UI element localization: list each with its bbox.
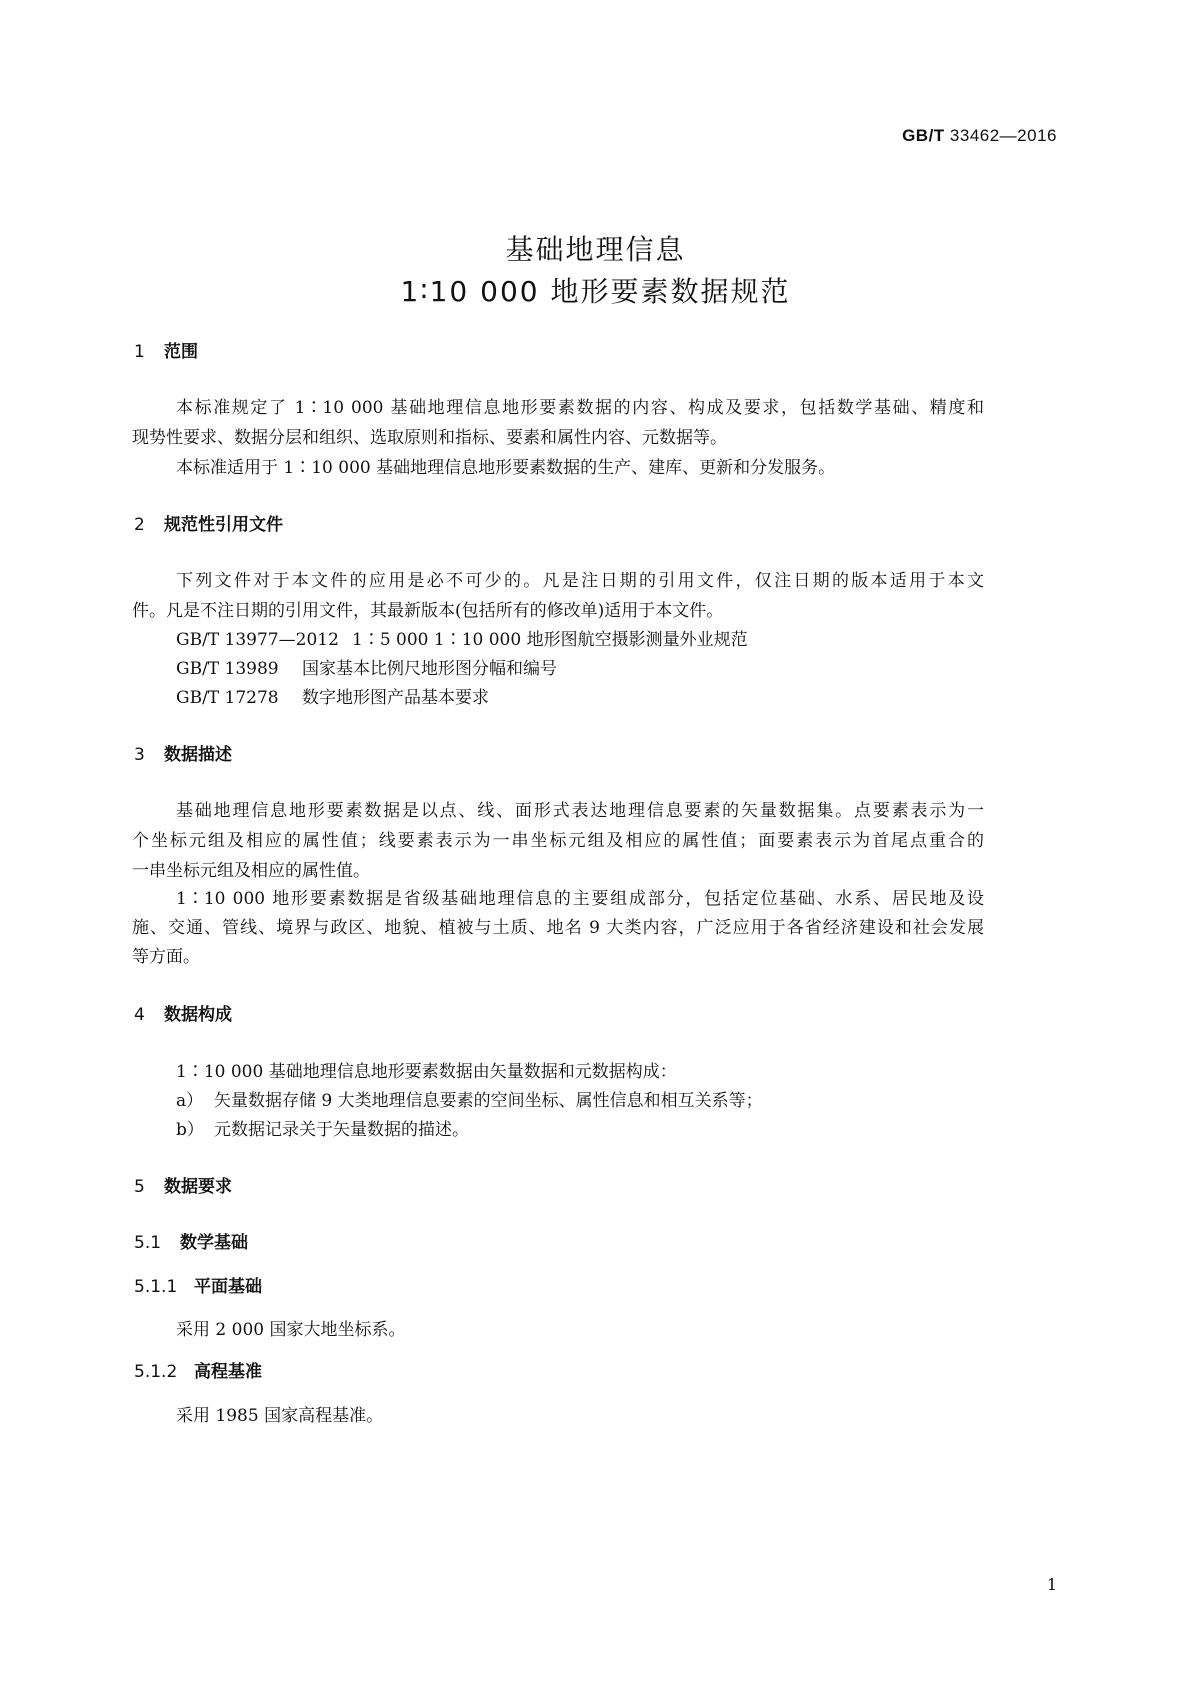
section-5-1-heading bbox=[134, 1228, 248, 1253]
paragraph-line: 下列文件对于本文件的应用是必不可少的。凡是注日期的引用文件，仅注日期的版本适用于本文 bbox=[176, 571, 984, 591]
standard-code-number: 33462—2016 bbox=[949, 126, 1057, 145]
section-5-1-1-heading bbox=[134, 1272, 262, 1297]
section-3-heading bbox=[134, 740, 232, 765]
list-text: 矢量数据存储 9 大类地理信息要素的空间坐标、属性信息和相互关系等； bbox=[214, 1091, 763, 1111]
paragraph-line: 个坐标元组及相应的属性值；线要素表示为一串坐标元组及相应的属性值；面要素表示为首尾点重合的 bbox=[132, 831, 984, 851]
paragraph-line: 本标准适用于 1∶10 000 基础地理信息地形要素数据的生产、建库、更新和分发服务。 bbox=[176, 458, 836, 478]
document-title-line1: 基础地理信息 bbox=[505, 233, 686, 266]
section-title: 数据描述 bbox=[164, 745, 232, 765]
section-4-heading bbox=[134, 1000, 232, 1025]
section-5-heading bbox=[134, 1172, 232, 1197]
paragraph-line: 施、交通、管线、境界与政区、地貌、植被与土质、地名 9 大类内容，广泛应用于各省经济建设和社会发展 bbox=[132, 918, 984, 938]
section-2-heading bbox=[134, 510, 283, 535]
reference-item bbox=[176, 625, 748, 650]
section-title: 数据构成 bbox=[164, 1005, 232, 1025]
paragraph-line: 采用 2 000 国家大地坐标系。 bbox=[176, 1320, 406, 1340]
section-1-heading bbox=[134, 337, 198, 362]
section-number: 5.1 bbox=[134, 1233, 162, 1253]
list-text: 元数据记录关于矢量数据的描述。 bbox=[214, 1120, 469, 1140]
section-number: 3 bbox=[134, 745, 145, 765]
section-title: 数据要求 bbox=[164, 1177, 232, 1197]
section-number: 4 bbox=[134, 1005, 145, 1025]
list-item bbox=[176, 1086, 763, 1111]
section-number: 5.1.1 bbox=[134, 1277, 178, 1297]
paragraph-line: 本标准规定了 1∶10 000 基础地理信息地形要素数据的内容、构成及要求，包括数学基础、精度和 bbox=[176, 398, 984, 418]
section-5-1-2-heading bbox=[134, 1357, 262, 1382]
reference-title: 1∶5 000 1∶10 000 地形图航空摄影测量外业规范 bbox=[352, 630, 748, 650]
reference-title: 国家基本比例尺地形图分幅和编号 bbox=[302, 659, 557, 679]
standard-code-prefix: GB/T bbox=[902, 126, 945, 145]
list-item bbox=[176, 1115, 469, 1140]
section-title: 高程基准 bbox=[194, 1362, 262, 1382]
reference-code: GB/T 17278 bbox=[176, 688, 279, 708]
paragraph-line: 现势性要求、数据分层和组织、选取原则和指标、要素和属性内容、元数据等。 bbox=[132, 428, 727, 448]
paragraph-line: 采用 1985 国家高程基准。 bbox=[176, 1406, 384, 1426]
section-title: 数学基础 bbox=[180, 1233, 248, 1253]
reference-code: GB/T 13989 bbox=[176, 659, 279, 679]
section-title: 规范性引用文件 bbox=[164, 515, 283, 535]
section-title: 范围 bbox=[164, 342, 198, 362]
section-title: 平面基础 bbox=[194, 1277, 262, 1297]
list-marker: a） bbox=[176, 1091, 204, 1111]
list-marker: b） bbox=[176, 1120, 204, 1140]
page-number: 1 bbox=[1046, 1575, 1057, 1594]
paragraph-line: 一串坐标元组及相应的属性值。 bbox=[132, 861, 370, 881]
paragraph-line: 件。凡是不注日期的引用文件，其最新版本(包括所有的修改单)适用于本文件。 bbox=[132, 601, 724, 621]
reference-title: 数字地形图产品基本要求 bbox=[302, 688, 489, 708]
reference-code: GB/T 13977—2012 bbox=[176, 630, 339, 650]
reference-item bbox=[176, 683, 489, 708]
section-number: 2 bbox=[134, 515, 145, 535]
section-number: 5.1.2 bbox=[134, 1362, 178, 1382]
reference-item bbox=[176, 654, 557, 679]
document-title-line2: 1∶10 000 地形要素数据规范 bbox=[400, 275, 791, 308]
paragraph-line: 1∶10 000 地形要素数据是省级基础地理信息的主要组成部分，包括定位基础、水系、居民地及设 bbox=[176, 889, 984, 909]
paragraph-line: 等方面。 bbox=[132, 947, 200, 967]
section-number: 1 bbox=[134, 342, 145, 362]
paragraph-line: 基础地理信息地形要素数据是以点、线、面形式表达地理信息要素的矢量数据集。点要素表示为一 bbox=[176, 801, 984, 821]
standard-code bbox=[902, 126, 1057, 146]
paragraph-line: 1∶10 000 基础地理信息地形要素数据由矢量数据和元数据构成： bbox=[176, 1062, 677, 1082]
section-number: 5 bbox=[134, 1177, 145, 1197]
